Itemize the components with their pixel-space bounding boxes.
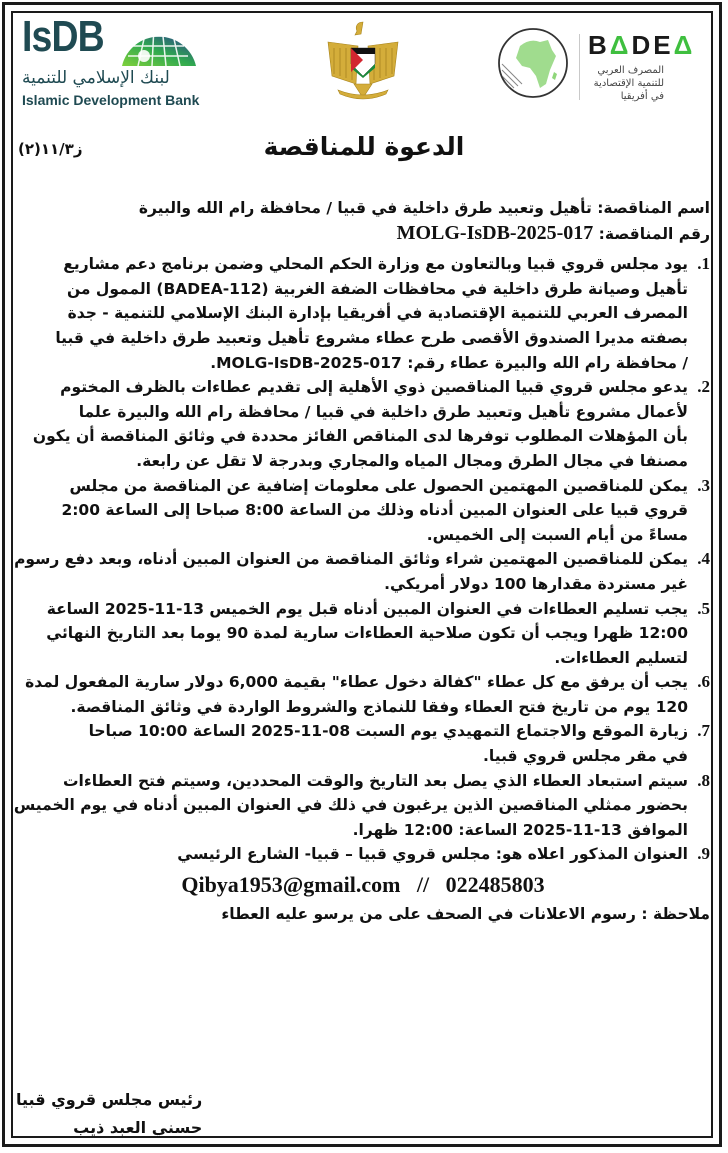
- clause-number: 5.: [697, 598, 710, 618]
- tender-clause: [16, 375, 710, 473]
- clause-number: 7.: [697, 721, 710, 741]
- clause-line: يود مجلس قروي قبيا وبالتعاون مع وزارة الحكم المحلي وضمن برنامج دعم مشاريع: [63, 255, 688, 274]
- clause-line: سيتم استبعاد العطاء الذي يصل بعد التاريخ والوقت المحددين، وسيتم فتح العطاءات: [62, 771, 688, 790]
- clause-number: 6.: [697, 672, 710, 692]
- tender-clause: [16, 547, 710, 596]
- clause-line: بحضور ممثلي المناقصين الذين يرغبون في ذلك في العنوان المبين أدناه في يوم الخميس: [13, 796, 688, 815]
- tender-name: [16, 196, 710, 221]
- clause-line: مساءً من أيام السبت إلى الخميس.: [426, 525, 688, 544]
- clause-line: زيارة الموقع والاجتماع التمهيدي يوم السبت 08-11-2025 الساعة 10:00 صباحا: [88, 722, 688, 741]
- clause-number: 3.: [697, 475, 710, 495]
- clause-line: مصنفا في مجال الطرق ومجال المياه والمجاري وبدرجة لا تقل عن رابعة.: [136, 451, 688, 470]
- clause-number: 2.: [697, 377, 710, 397]
- tender-body: [13, 196, 710, 926]
- isdb-logo: [14, 10, 214, 110]
- tender-name-value: تأهيل وتعبيد طرق داخلية في قبيا / محافظة رام الله والبيرة: [138, 199, 592, 217]
- palestine-eagle-emblem-icon: [318, 14, 408, 104]
- isdb-english-name: Islamic Development Bank: [22, 92, 200, 108]
- clause-line: يدعو مجلس قروي قبيا المناقصين ذوي الأهلية إلى تقديم عطاءات بالظرف المختوم: [60, 378, 688, 397]
- clause-line: لأعمال مشروع تأهيل وتعبيد طرق داخلية في قبيا / محافظة رام الله والبيرة علما: [78, 402, 688, 421]
- clause-line: بأن المؤهلات المطلوب توفرها لدى المناقص الفائز محددة في وثائق المناقصة أن يكون: [32, 427, 688, 446]
- clause-number: 1.: [697, 254, 710, 274]
- page-title: الدعوة للمناقصة: [263, 132, 465, 161]
- badea-arabic-name: [588, 64, 664, 103]
- tender-clause: [16, 474, 710, 548]
- clause-line: 12:00 ظهرا ويجب أن تكون صلاحية العطاءات سارية لمدة 90 يوما بعد التاريخ النهائي: [46, 624, 688, 643]
- tender-clause: [16, 252, 710, 375]
- badea-arabic-line-1: المصرف العربي: [597, 65, 664, 76]
- clause-line: / محافظة رام الله والبيرة عطاء رقم: MOLG-IsDB-2025-017.: [210, 353, 688, 372]
- contact-email[interactable]: Qibya1953@gmail.com: [181, 872, 401, 898]
- clause-number: 4.: [697, 549, 710, 569]
- isdb-arabic-name: لبنك الإسلامي للتنمية: [22, 68, 170, 88]
- note: ملاحظة : رسوم الاعلانات في الصحف على من يرسو عليه العطاء: [221, 904, 710, 923]
- clause-line: غير مستردة مقدارها 100 دولار أمريكي.: [384, 574, 688, 593]
- tender-number: [16, 221, 710, 247]
- tender-clauses: [13, 252, 710, 867]
- clause-line: قروي قبيا على العنوان المبين أدناه وذلك من الساعة 8:00 صباحا إلى الساعة 2:00: [61, 501, 688, 520]
- tender-clause: [16, 842, 710, 867]
- logo-header: [0, 0, 728, 110]
- badea-logo: [492, 20, 712, 110]
- tender-clause: [13, 769, 710, 843]
- clause-line: يجب تسليم العطاءات في العنوان المبين أدناه قبل يوم الخميس 13-11-2025 الساعة: [46, 599, 688, 618]
- title-row: [0, 132, 728, 172]
- reference-code: ز١١/٣(٢): [18, 140, 83, 158]
- clause-line: في مقر مجلس قروي قبيا.: [483, 747, 688, 766]
- clause-line: لتسليم العطاءات.: [554, 648, 688, 667]
- signature-name: حسني العبد ذيب: [73, 1118, 203, 1137]
- badea-acronym: BΔDEΔ: [588, 30, 696, 60]
- badea-arabic-line-2: للتنمية الإقتصادية: [593, 78, 664, 89]
- badea-separator: [579, 34, 580, 100]
- clause-line: العنوان المذكور اعلاه هو: مجلس قروي قبيا – قبيا- الشارع الرئيسي: [177, 845, 688, 864]
- signature-block: [16, 1086, 202, 1142]
- tender-clause: [16, 670, 710, 719]
- contact-separator: //: [416, 872, 430, 898]
- badea-africa-globe-icon: [496, 26, 570, 100]
- isdb-acronym: IsDB: [22, 12, 104, 61]
- clause-line: بصفته مديرا الصندوق الأقصى طرح عطاء مشروع تأهيل وتعبيد طرق داخلية في قبيا: [55, 328, 688, 347]
- clause-line: تأهيل وصيانة طرق داخلية في محافظات الضفة الغربية (BADEA-112) الممول من: [66, 279, 688, 298]
- tender-clause: [16, 597, 710, 671]
- clause-number: 8.: [697, 770, 710, 790]
- clause-line: الموافق 13-11-2025 الساعة: 12:00 ظهرا.: [352, 820, 688, 839]
- contact-line: [16, 873, 710, 898]
- clause-line: يجب أن يرفق مع كل عطاء "كفالة دخول عطاء" بقيمة 6,000 دولار سارية المفعول لمدة: [25, 673, 688, 692]
- contact-phone[interactable]: 022485803: [445, 872, 545, 898]
- tender-name-label: اسم المناقصة:: [597, 199, 710, 217]
- badea-arabic-line-3: في أفريقيا: [620, 91, 664, 102]
- signature-title: رئيس مجلس قروي قبيا: [16, 1090, 203, 1109]
- tender-clause: [16, 719, 710, 768]
- clause-line: 120 يوم من تاريخ فتح العطاء وفقا للنماذج والشروط الواردة في وثائق المناقصة.: [70, 697, 688, 716]
- clause-line: المصرف العربي للتنمية الإقتصادية في أفريقيا بإدارة البنك الإسلامي للتنمية - جدة: [67, 304, 688, 323]
- clause-number: 9.: [697, 844, 710, 864]
- tender-number-label: رقم المناقصة:: [598, 224, 710, 243]
- tender-number-value: MOLG-IsDB-2025-017: [396, 221, 594, 244]
- clause-line: يمكن للمناقصين المهتمين الحصول على معلومات إضافية عن المناقصة من مجلس: [69, 476, 688, 495]
- isdb-globe-icon: [118, 16, 198, 68]
- clause-line: يمكن للمناقصين المهتمين شراء وثائق المناقصة من العنوان المبين أدناه، وبعد دفع رسوم: [14, 550, 688, 569]
